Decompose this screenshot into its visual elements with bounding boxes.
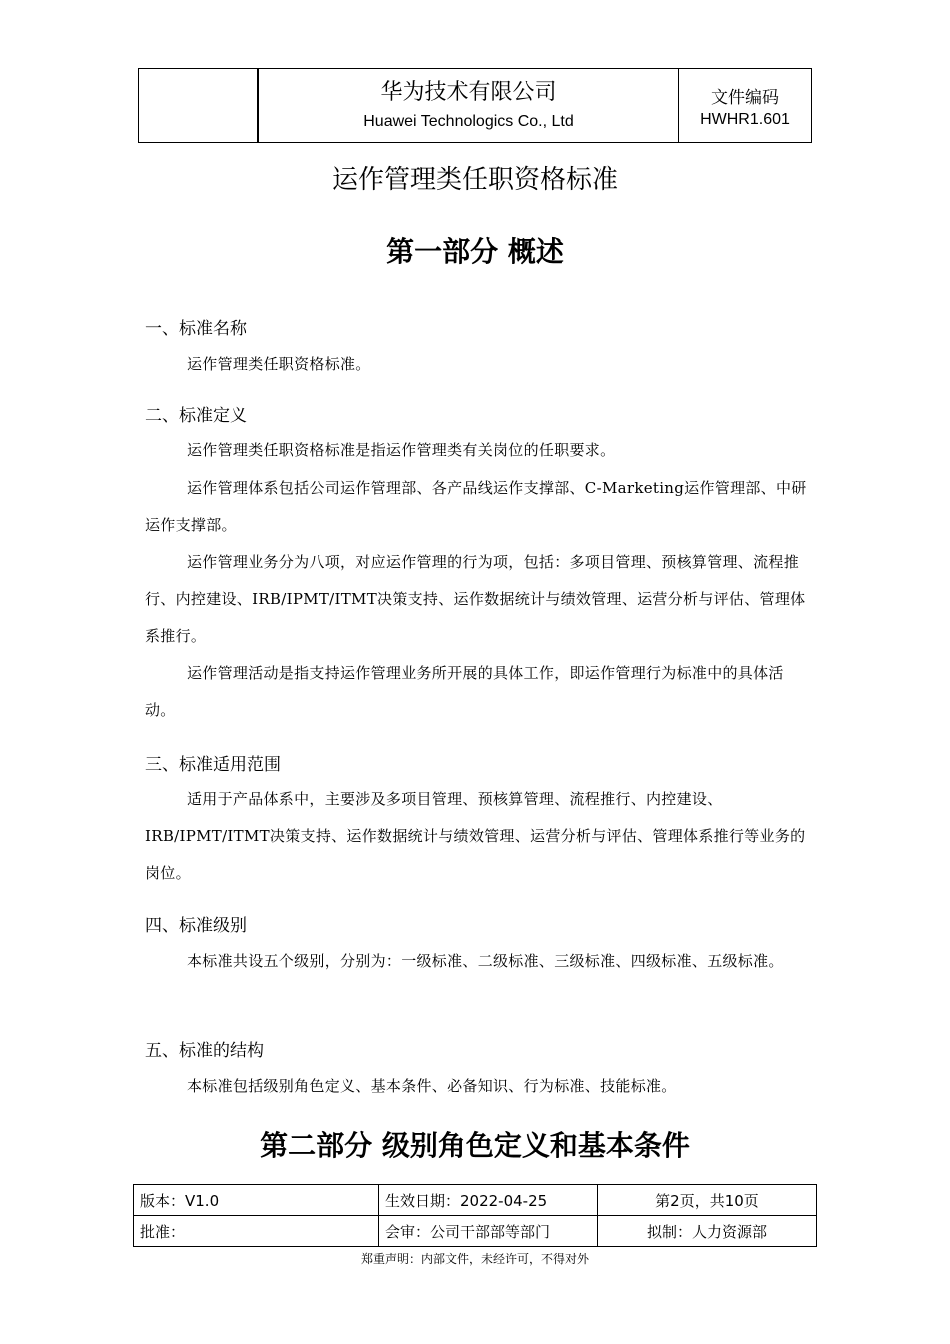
section-paragraph: 本标准包括级别角色定义、基本条件、必备知识、行为标准、技能标准。	[187, 1077, 677, 1095]
confidentiality-notice: 郑重声明：内部文件，未经许可，不得对外	[360, 1252, 589, 1266]
page-number-cell: 第2页，共10页	[598, 1185, 817, 1216]
section-paragraph: 运作管理活动是指支持运作管理业务所开展的具体工作，即运作管理行为标准中的具体活动。	[145, 664, 784, 719]
section-paragraph: 适用于产品体系中，主要涉及多项目管理、预核算管理、流程推行、内控建设、IRB/IPMT/ITMT决策支持、运作数据统计与绩效管理、运营分析与评估、管理体系推行等业务的岗位。	[145, 790, 806, 882]
section-paragraph: 运作管理类任职资格标准。	[187, 355, 371, 373]
header-logo-cell	[139, 69, 259, 142]
part2-title: 第二部分 级别角色定义和基本条件	[260, 1129, 690, 1162]
review-cell: 会审：公司干部部等部门	[379, 1216, 598, 1247]
approve-cell: 批准：	[134, 1216, 379, 1247]
section-paragraph: 运作管理体系包括公司运作管理部、各产品线运作支撑部、C-Marketing运作管理部、中研运作支撑部。	[145, 479, 807, 534]
section-heading: 三、标准适用范围	[145, 755, 281, 775]
draft-cell: 拟制：人力资源部	[598, 1216, 817, 1247]
section-paragraph: 本标准共设五个级别，分别为：一级标准、二级标准、三级标准、四级标准、五级标准。	[187, 952, 784, 970]
document-code-label: 文件编码	[711, 88, 779, 108]
part1-title: 第一部分 概述	[386, 235, 564, 268]
section-paragraph: 运作管理类任职资格标准是指运作管理类有关岗位的任职要求。	[187, 441, 616, 459]
document-footer	[133, 1184, 817, 1247]
effective-date-cell: 生效日期：2022-04-25	[379, 1185, 598, 1216]
section-heading: 二、标准定义	[145, 406, 247, 426]
section-heading: 五、标准的结构	[145, 1041, 264, 1061]
document-code-cell	[678, 69, 811, 142]
section-heading: 一、标准名称	[145, 319, 247, 339]
section-paragraph: 运作管理业务分为八项，对应运作管理的行为项，包括：多项目管理、预核算管理、流程推行、内控建设、IRB/IPMT/ITMT决策支持、运作数据统计与绩效管理、运营分析与评估、管理体系推行。	[145, 553, 806, 645]
section-heading: 四、标准级别	[145, 916, 247, 936]
document-code-value: HWHR1.601	[700, 111, 790, 128]
version-cell: 版本：V1.0	[134, 1185, 379, 1216]
document-header	[138, 68, 812, 143]
company-name-en: Huawei Technologics Co., Ltd	[363, 113, 574, 130]
document-title: 运作管理类任职资格标准	[331, 165, 618, 195]
company-name-cn: 华为技术有限公司	[380, 80, 557, 105]
